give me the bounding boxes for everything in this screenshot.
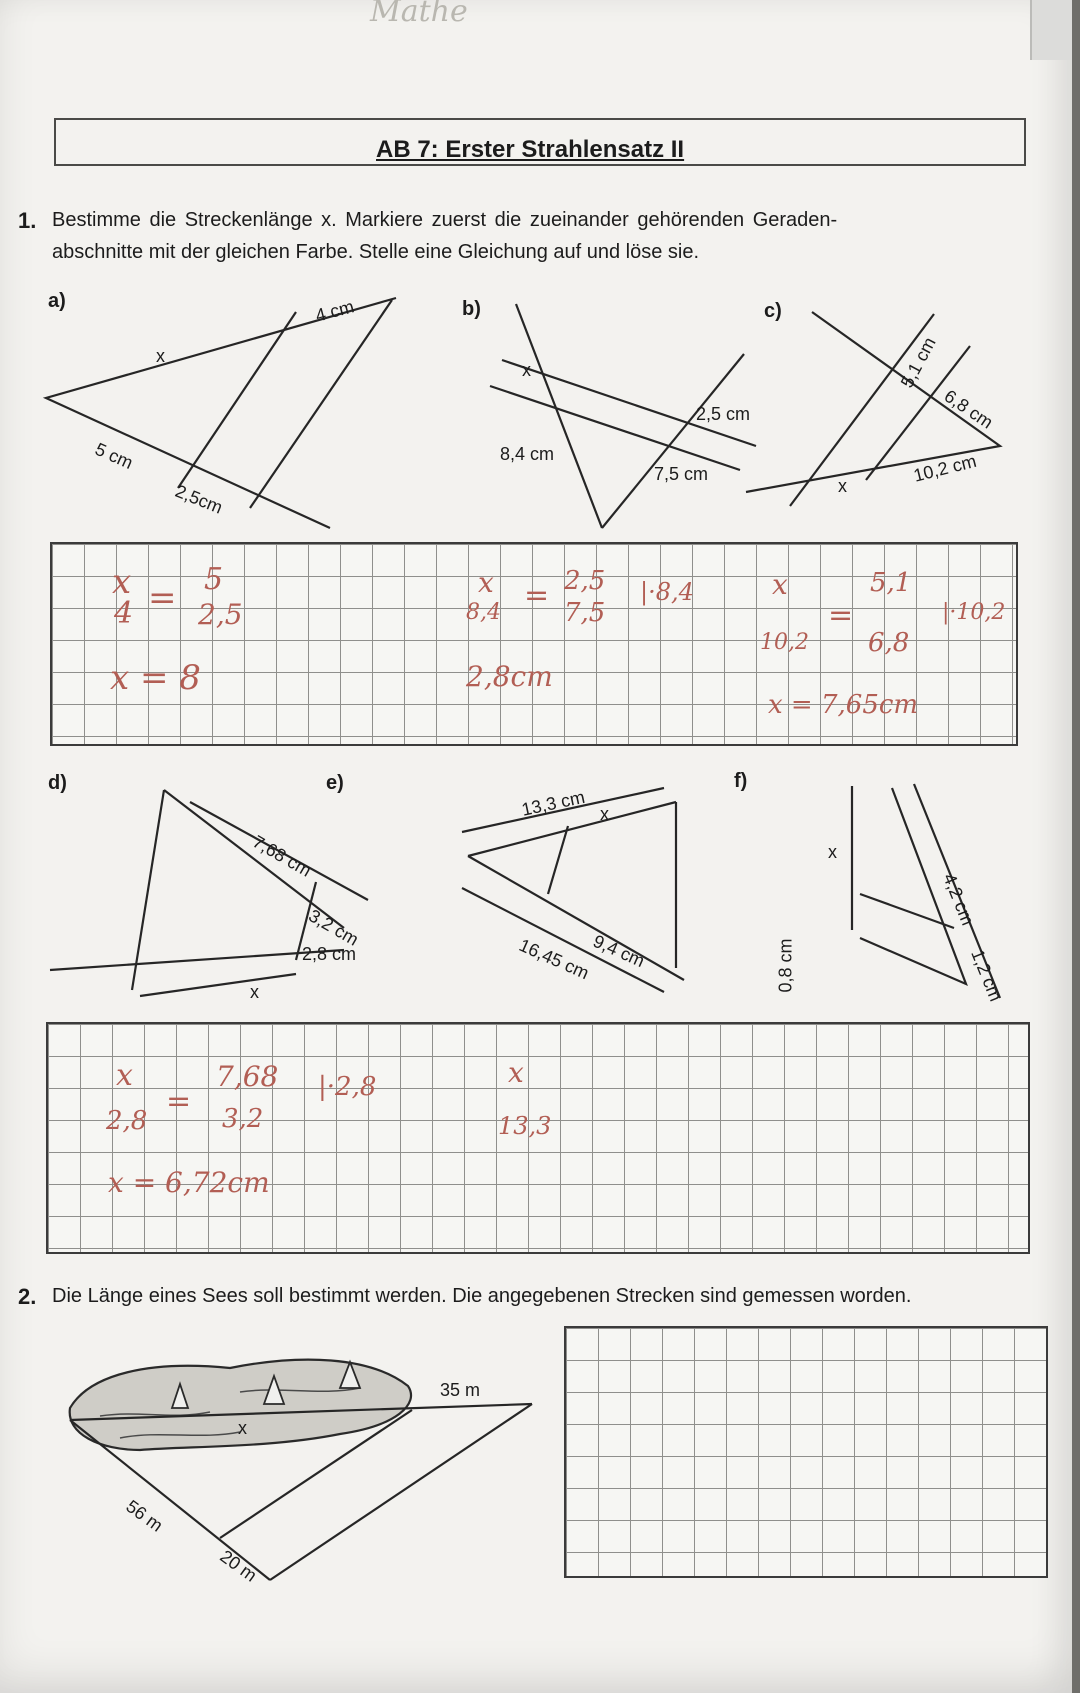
hw-b-op: |·8,4 xyxy=(640,578,694,606)
hw-a-rden: 2,5 xyxy=(198,598,243,631)
fig-c-label: c) xyxy=(764,300,782,322)
lake-x: x xyxy=(238,1418,247,1438)
fig-d-x: x xyxy=(250,982,259,1002)
hw-b-rden: 7,5 xyxy=(564,598,606,628)
fig-d-m1: 7,68 cm xyxy=(249,831,315,881)
fig-c-m2: 6,8 cm xyxy=(940,385,997,433)
hw-b-result: 2,8cm xyxy=(466,660,553,693)
lake-m1: 35 m xyxy=(440,1380,481,1400)
fig-a-m1: 4 cm xyxy=(313,296,357,326)
hw-d-den: 2,8 xyxy=(106,1106,148,1136)
hw-d-eq: = xyxy=(166,1084,192,1119)
task2-number: 2. xyxy=(18,1284,37,1309)
fig-e-x: x xyxy=(600,804,609,824)
hw-a-rnum: 5 xyxy=(204,562,224,597)
hw-a-result: x = 8 xyxy=(110,658,201,698)
task1-number: 1. xyxy=(18,208,37,233)
fig-a-m3: 2,5cm xyxy=(172,480,226,518)
fig-b-m1: 2,5 cm xyxy=(696,404,751,424)
answer-grid-task2[interactable] xyxy=(564,1326,1048,1578)
hw-c-rden: 6,8 xyxy=(868,628,910,658)
hw-b-den: 8,4 xyxy=(466,600,501,625)
fig-a-m2: 5 cm xyxy=(92,438,136,474)
fig-d-m2: 3,2 cm xyxy=(305,905,363,950)
hw-e-den: 13,3 xyxy=(498,1112,552,1140)
task2-text: Die Länge eines Sees soll bestimmt werden. Die angegebenen Strecken sind gemessen worden. xyxy=(52,1285,912,1307)
task1-text-line2: abschnitte mit der gleichen Farbe. Stelle eine Gleichung auf und löse sie. xyxy=(52,241,700,263)
fig-a-label: a) xyxy=(48,290,66,312)
page-title: AB 7: Erster Strahlensatz II xyxy=(376,136,685,163)
hw-c-den: 10,2 xyxy=(760,630,809,655)
fig-b-m2: 8,4 cm xyxy=(500,444,555,464)
hw-d-result: x = 6,72cm xyxy=(108,1166,270,1199)
fig-b-x: x xyxy=(522,360,531,380)
fig-f-x: x xyxy=(828,842,837,862)
fig-c-m1: 5,1 cm xyxy=(896,333,940,391)
fig-c-x: x xyxy=(838,476,847,496)
hw-b-eq: = xyxy=(524,578,550,613)
hw-e-num: x xyxy=(508,1056,524,1089)
lake-m3: 20 m xyxy=(216,1546,261,1586)
subject-note: Mathe xyxy=(370,0,468,29)
hw-d-num: x xyxy=(116,1058,133,1093)
fig-e-m2: 16,45 cm xyxy=(516,934,592,984)
hw-a-num: x xyxy=(112,562,132,602)
hw-b-num: x xyxy=(478,566,494,599)
fig-f-m1: 4,2 cm xyxy=(939,870,978,929)
fig-d-m3: 2,8 cm xyxy=(302,944,357,964)
hw-c-rnum: 5,1 xyxy=(870,568,912,598)
fig-f-label: f) xyxy=(734,770,748,792)
fig-e-m1: 13,3 cm xyxy=(519,786,587,820)
hw-b-rnum: 2,5 xyxy=(564,566,606,596)
fig-e-m3: 9,4 cm xyxy=(590,930,648,972)
fig-d-label: d) xyxy=(48,772,67,794)
hw-c-num: x xyxy=(772,568,788,601)
task1-text-line1: Bestimme die Streckenlänge x. Markiere zuerst die zueinander gehörenden Geraden- xyxy=(52,209,838,231)
fig-b-m3: 7,5 cm xyxy=(654,464,709,484)
hw-a-den: 4 xyxy=(114,596,134,631)
fig-f-m3: 0,8 cm xyxy=(775,938,796,993)
fig-a-x: x xyxy=(156,346,165,366)
hw-d-op: |·2,8 xyxy=(318,1072,377,1102)
hw-c-eq: = xyxy=(828,598,854,633)
hw-c-op: |·10,2 xyxy=(942,600,1006,625)
fig-b-label: b) xyxy=(462,298,481,320)
hw-a-eq: = xyxy=(148,578,177,618)
fig-f-m2: 1,2 cm xyxy=(967,946,1006,1005)
fig-e-label: e) xyxy=(326,772,344,794)
hw-d-rnum: 7,68 xyxy=(216,1060,279,1093)
hw-c-result: x = 7,65cm xyxy=(768,690,919,720)
fig-c-m3: 10,2 cm xyxy=(911,450,979,486)
lake-m2: 56 m xyxy=(122,1496,167,1536)
hw-d-rden: 3,2 xyxy=(222,1104,264,1134)
